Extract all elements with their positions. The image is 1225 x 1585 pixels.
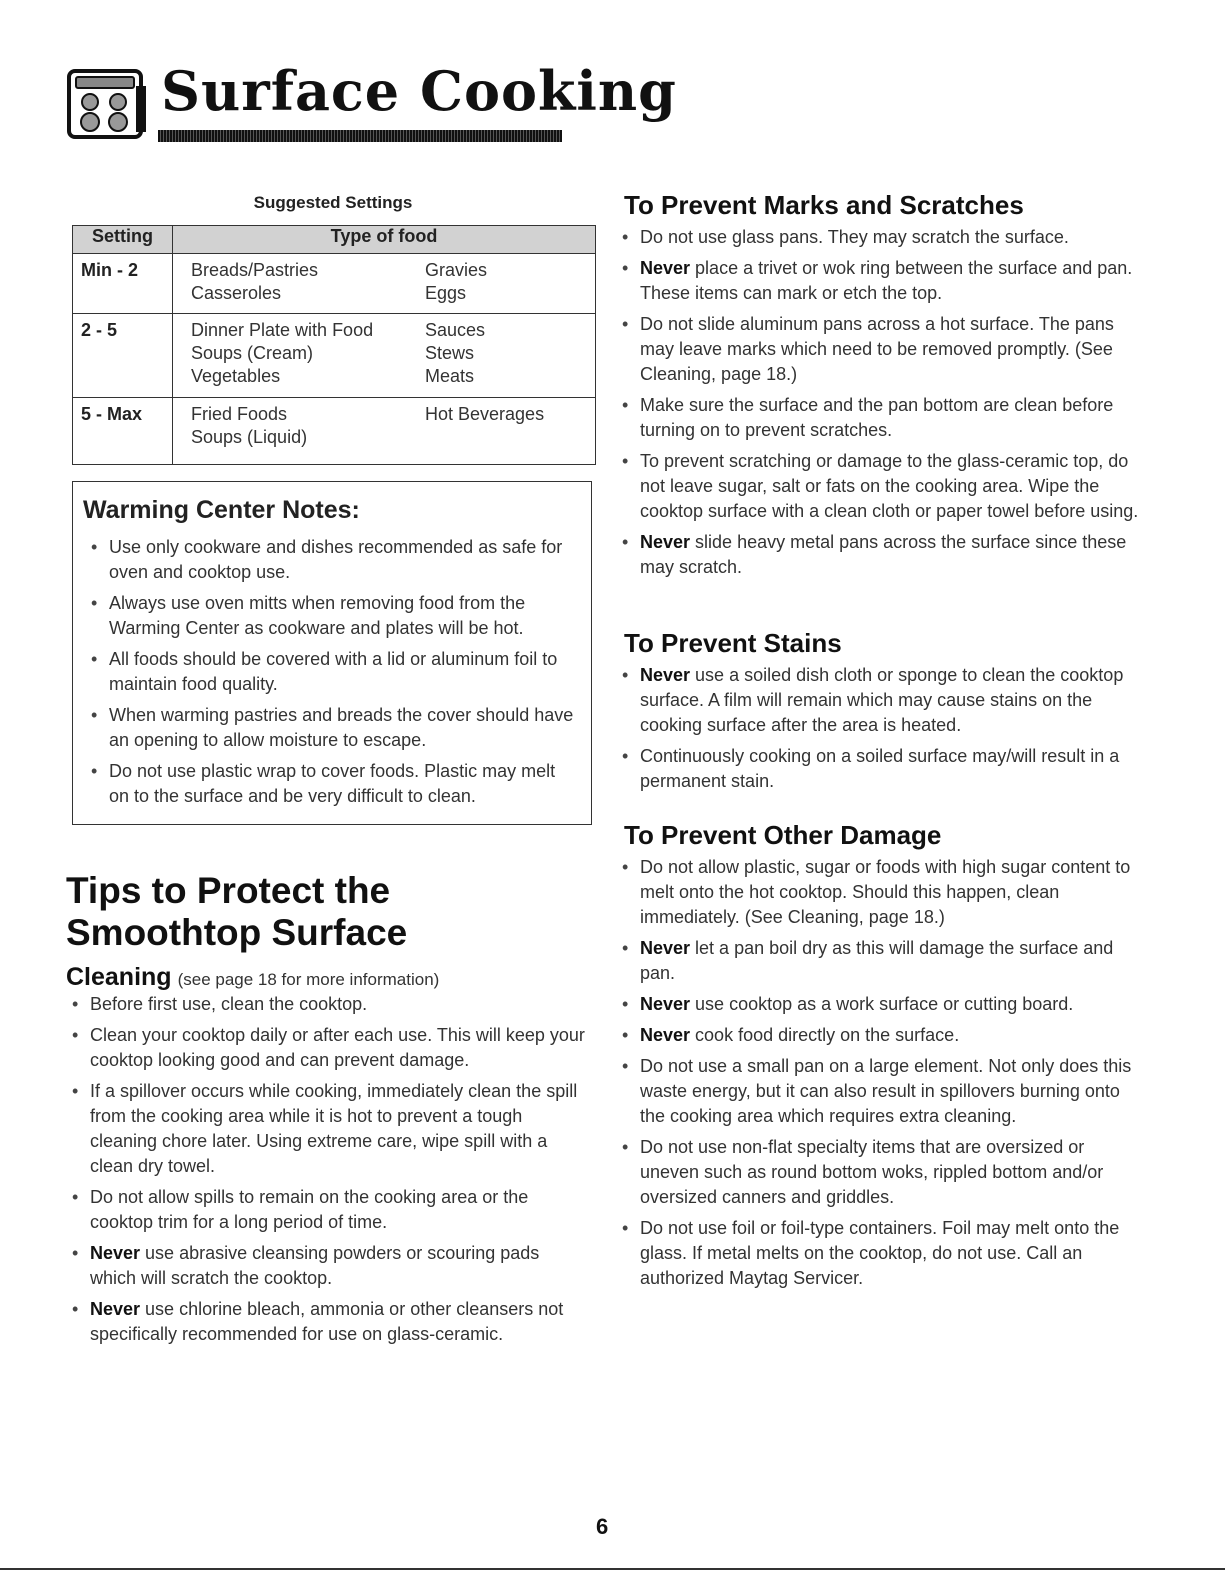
list-item: • Never slide heavy metal pans across the surface since these may scratch. [614,530,1144,580]
food-item: Fried Foods [191,404,288,424]
list-item: • Make sure the surface and the pan bottom are clean before turning on to prevent scratches. [614,393,1144,443]
title-underline [158,130,562,142]
list-item: • Do not use non-flat specialty items that are oversized or uneven such as round bottom woks, rippled bottom and/or oversized canners and griddles. [614,1135,1144,1210]
tips-heading [66,870,586,954]
foods-cell [173,314,596,398]
list-item: • Never place a trivet or wok ring between the surface and pan. These items can mark or etch the top. [614,256,1144,306]
section-stains [614,628,1144,800]
marks-list [614,225,1144,580]
list-item: • Continuously cooking on a soiled surface may/will result in a permanent stain. [614,744,1144,794]
list-item: • Do not allow spills to remain on the cooking area or the cooktop trim for a long period of time. [64,1185,589,1235]
list-item: • If a spillover occurs while cooking, immediately clean the spill from the cooking area while it is hot to prevent a tough cleaning chore later. Using extreme care, wipe spill with a clean dry towel. [64,1079,589,1179]
stains-list [614,663,1144,794]
food-item: Gravies [425,260,488,280]
table-caption: Suggested Settings [253,193,413,212]
list-item: • To prevent scratching or damage to the glass-ceramic top, do not leave sugar, salt or fats on the cooking area. Wipe the cooktop surface with a clean cloth or paper towel before using. [614,449,1144,524]
list-item: • When warming pastries and breads the cover should have an opening to allow moisture to escape. [83,703,579,753]
list-item: • Never let a pan boil dry as this will damage the surface and pan. [614,936,1144,986]
settings-table [72,225,596,465]
food-item [425,426,595,449]
list-item: • Before first use, clean the cooktop. [64,992,589,1017]
list-item: • Do not use a small pan on a large element. Not only does this waste energy, but it can also result in spillovers burning onto the cooking area which requires extra cleaning. [614,1054,1144,1129]
column-header-setting: Setting [73,226,173,254]
page-title: Surface Cooking [161,59,677,123]
table-row [73,254,596,314]
page-number: 6 [596,1514,609,1539]
column-header-food: Type of food [173,226,596,254]
food-item: Hot Beverages [425,404,545,424]
cooktop-icon [66,68,148,142]
cleaning-heading-label: Cleaning [66,963,172,991]
cleaning-page-reference: (see page 18 for more information) [177,970,440,989]
marks-heading: To Prevent Marks and Scratches [624,190,1024,220]
table-header-row [73,226,596,254]
list-item: • Always use oven mitts when removing food from the Warming Center as cookware and plates will be hot. [83,591,579,641]
list-item: • Never use abrasive cleansing powders or scouring pads which will scratch the cooktop. [64,1241,589,1291]
list-item: • Do not use glass pans. They may scratch the surface. [614,225,1144,250]
list-item: • All foods should be covered with a lid or aluminum foil to maintain food quality. [83,647,579,697]
food-item: Dinner Plate with Food [191,320,374,340]
damage-list [614,855,1144,1291]
list-item: • Never cook food directly on the surface. [614,1023,1144,1048]
list-item: • Use only cookware and dishes recommended as safe for oven and cooktop use. [83,535,579,585]
warming-center-notes-box [72,481,592,825]
table-row [73,314,596,398]
cleaning-heading [66,963,439,992]
food-item: Casseroles [191,283,282,303]
page-header [66,58,677,158]
food-item: Soups (Cream) [191,343,314,363]
table-row [73,398,596,465]
food-item: Stews [425,343,475,363]
list-item: • Never use chlorine bleach, ammonia or other cleansers not specifically recommended for use on glass-ceramic. [64,1297,589,1347]
list-item: • Never use a soiled dish cloth or sponge to clean the cooktop surface. A film will remain which may cause stains on the cooking surface after the area is heated. [614,663,1144,738]
foods-cell [173,254,596,314]
list-item: • Do not use foil or foil-type containers. Foil may melt onto the glass. If metal melts on the cooktop, do not use. Call an authorized Maytag Servicer. [614,1216,1144,1291]
food-item: Eggs [425,283,467,303]
page-bottom-rule [0,1568,1225,1570]
foods-cell [173,398,596,465]
section-other-damage [614,820,1144,1297]
section-marks-scratches [614,190,1144,586]
tips-heading-line-1: Tips to Protect the [66,870,391,911]
food-item: Soups (Liquid) [191,427,308,447]
food-item: Meats [425,366,475,386]
stains-heading: To Prevent Stains [624,628,842,658]
food-item: Breads/Pastries [191,260,319,280]
cleaning-list [64,992,589,1353]
setting-cell: 2 - 5 [73,314,173,398]
setting-cell: 5 - Max [73,398,173,465]
list-item: • Clean your cooktop daily or after each use. This will keep your cooktop looking good and can prevent damage. [64,1023,589,1073]
list-item: • Never use cooktop as a work surface or cutting board. [614,992,1144,1017]
food-item: Sauces [425,320,486,340]
setting-cell: Min - 2 [73,254,173,314]
warming-notes-list [83,535,579,809]
food-item: Vegetables [191,366,281,386]
list-item: • Do not use plastic wrap to cover foods. Plastic may melt on to the surface and be very difficult to clean. [83,759,579,809]
warming-notes-title: Warming Center Notes: [83,496,360,524]
list-item: • Do not slide aluminum pans across a hot surface. The pans may leave marks which need to be removed promptly. (See Cleaning, page 18.) [614,312,1144,387]
damage-heading: To Prevent Other Damage [624,820,942,850]
tips-heading-line-2: Smoothtop Surface [66,912,408,953]
list-item: • Do not allow plastic, sugar or foods with high sugar content to melt onto the hot cooktop. Should this happen, clean immediately. (See Cleaning, page 18.) [614,855,1144,930]
